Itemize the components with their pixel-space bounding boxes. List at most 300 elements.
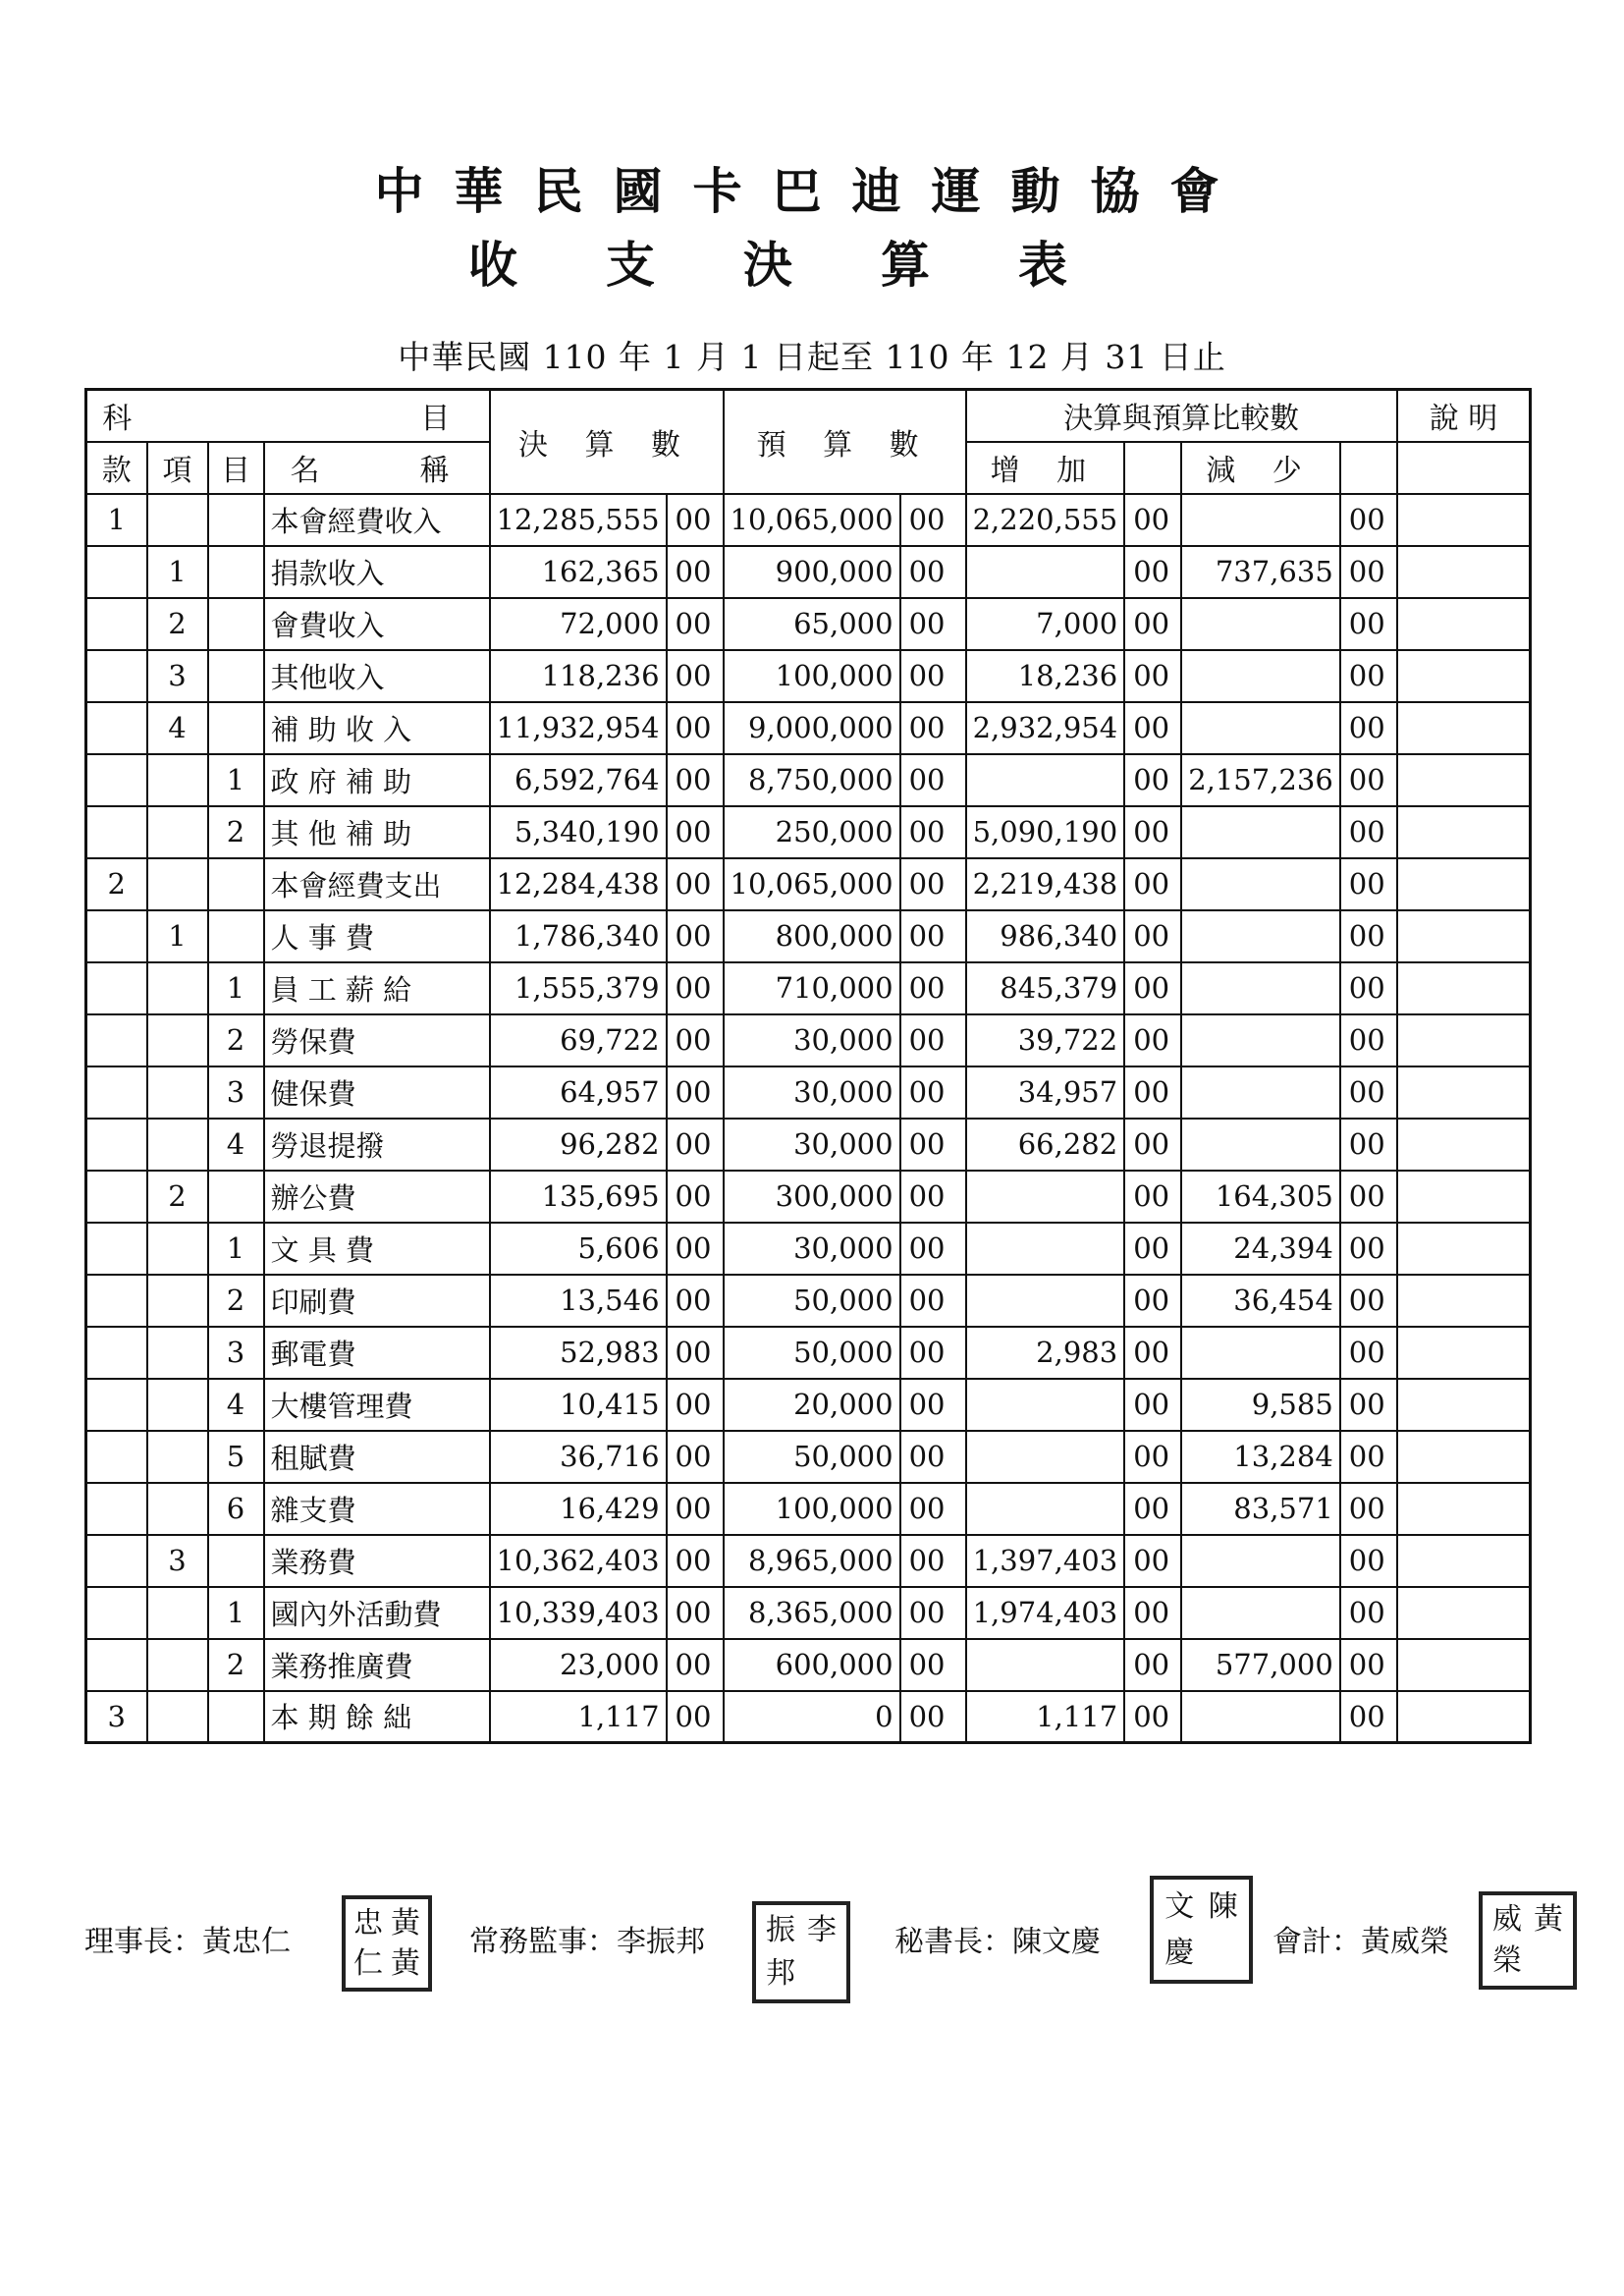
header-increase-cents [1124,442,1181,494]
budget-cents-cell: 00 [900,1014,966,1066]
mu-cell: 3 [208,1327,264,1379]
xiang-cell: 2 [147,1171,208,1223]
kuan-cell [86,1119,147,1171]
actual-cents-cell: 00 [667,1275,724,1327]
kuan-cell [86,1014,147,1066]
decrease-cents-cell: 00 [1340,1119,1397,1171]
budget-amount-cell: 50,000 [724,1275,900,1327]
budget-amount-cell: 50,000 [724,1431,900,1483]
seal-supervisor: 振 李 邦 [752,1901,850,2003]
decrease-amount-cell: 2,157,236 [1181,754,1340,806]
decrease-amount-cell: 577,000 [1181,1639,1340,1691]
mu-cell [208,650,264,702]
xiang-cell [147,858,208,910]
seal-secretary: 文 陳 慶 [1150,1876,1253,1984]
mu-cell [208,858,264,910]
item-name-cell: 文 具 費 [264,1223,490,1275]
increase-amount-cell [966,546,1125,598]
decrease-amount-cell [1181,858,1340,910]
actual-cents-cell: 00 [667,1535,724,1587]
budget-amount-cell: 600,000 [724,1639,900,1691]
actual-amount-cell: 11,932,954 [490,702,667,754]
kuan-cell [86,1327,147,1379]
decrease-cents-cell: 00 [1340,494,1397,546]
increase-cents-cell: 00 [1124,546,1181,598]
mu-cell: 1 [208,754,264,806]
kuan-cell [86,754,147,806]
header-decrease-cents [1340,442,1397,494]
header-row-1 [86,390,1531,442]
header-kuan: 款 [86,442,147,494]
item-name-cell: 政 府 補 助 [264,754,490,806]
decrease-cents-cell: 00 [1340,754,1397,806]
decrease-amount-cell [1181,650,1340,702]
budget-amount-cell: 10,065,000 [724,858,900,910]
actual-amount-cell: 10,415 [490,1379,667,1431]
table-row [86,1535,1531,1587]
item-name-cell: 業務費 [264,1535,490,1587]
actual-amount-cell: 6,592,764 [490,754,667,806]
table-row [86,1639,1531,1691]
decrease-cents-cell: 00 [1340,1379,1397,1431]
header-increase: 增 加 [966,442,1125,494]
budget-cents-cell: 00 [900,494,966,546]
budget-amount-cell: 10,065,000 [724,494,900,546]
actual-amount-cell: 72,000 [490,598,667,650]
increase-cents-cell: 00 [1124,1379,1181,1431]
header-note: 說 明 [1397,390,1531,442]
decrease-amount-cell: 164,305 [1181,1171,1340,1223]
xiang-cell: 3 [147,650,208,702]
note-cell [1397,1014,1531,1066]
decrease-amount-cell [1181,806,1340,858]
increase-cents-cell: 00 [1124,1223,1181,1275]
budget-cents-cell: 00 [900,1639,966,1691]
increase-amount-cell: 1,117 [966,1691,1125,1743]
decrease-amount-cell: 13,284 [1181,1431,1340,1483]
budget-amount-cell: 20,000 [724,1379,900,1431]
increase-cents-cell: 00 [1124,1483,1181,1535]
item-name-cell: 員 工 薪 給 [264,962,490,1014]
increase-amount-cell: 986,340 [966,910,1125,962]
increase-amount-cell: 66,282 [966,1119,1125,1171]
budget-amount-cell: 710,000 [724,962,900,1014]
actual-cents-cell: 00 [667,858,724,910]
note-cell [1397,1066,1531,1119]
xiang-cell: 4 [147,702,208,754]
budget-cents-cell: 00 [900,1223,966,1275]
increase-cents-cell: 00 [1124,1275,1181,1327]
signature-supervisor: 常務監事：李振邦 [469,1925,705,1959]
increase-cents-cell: 00 [1124,806,1181,858]
item-name-cell: 其他收入 [264,650,490,702]
actual-amount-cell: 10,362,403 [490,1535,667,1587]
budget-cents-cell: 00 [900,598,966,650]
budget-cents-cell: 00 [900,1327,966,1379]
increase-cents-cell: 00 [1124,598,1181,650]
decrease-cents-cell: 00 [1340,1327,1397,1379]
increase-cents-cell: 00 [1124,1639,1181,1691]
mu-cell [208,1535,264,1587]
xiang-cell: 1 [147,910,208,962]
note-cell [1397,1171,1531,1223]
increase-cents-cell: 00 [1124,858,1181,910]
mu-cell [208,1691,264,1743]
budget-amount-cell: 9,000,000 [724,702,900,754]
note-cell [1397,1431,1531,1483]
kuan-cell [86,1223,147,1275]
actual-cents-cell: 00 [667,962,724,1014]
budget-amount-cell: 8,750,000 [724,754,900,806]
decrease-amount-cell [1181,962,1340,1014]
decrease-cents-cell: 00 [1340,650,1397,702]
budget-cents-cell: 00 [900,1171,966,1223]
actual-cents-cell: 00 [667,702,724,754]
item-name-cell: 捐款收入 [264,546,490,598]
xiang-cell [147,1327,208,1379]
budget-cents-cell: 00 [900,858,966,910]
note-cell [1397,1327,1531,1379]
xiang-cell [147,754,208,806]
item-name-cell: 補 助 收 入 [264,702,490,754]
item-name-cell: 印刷費 [264,1275,490,1327]
note-cell [1397,546,1531,598]
decrease-amount-cell [1181,598,1340,650]
note-cell [1397,650,1531,702]
increase-cents-cell: 00 [1124,1431,1181,1483]
mu-cell: 2 [208,1639,264,1691]
budget-cents-cell: 00 [900,1483,966,1535]
increase-cents-cell: 00 [1124,494,1181,546]
increase-cents-cell: 00 [1124,1587,1181,1639]
decrease-cents-cell: 00 [1340,1535,1397,1587]
budget-cents-cell: 00 [900,1379,966,1431]
xiang-cell [147,962,208,1014]
decrease-cents-cell: 00 [1340,1483,1397,1535]
budget-cents-cell: 00 [900,1431,966,1483]
increase-cents-cell: 00 [1124,1171,1181,1223]
decrease-amount-cell [1181,1587,1340,1639]
table-row [86,806,1531,858]
actual-amount-cell: 16,429 [490,1483,667,1535]
increase-cents-cell: 00 [1124,1535,1181,1587]
table-row [86,1014,1531,1066]
mu-cell: 3 [208,1066,264,1119]
budget-cents-cell: 00 [900,546,966,598]
table-row [86,598,1531,650]
kuan-cell [86,1171,147,1223]
increase-amount-cell [966,1379,1125,1431]
document-title: 中華民國卡巴迪運動協會 [374,162,1250,220]
decrease-amount-cell [1181,1691,1340,1743]
increase-cents-cell: 00 [1124,1691,1181,1743]
actual-cents-cell: 00 [667,754,724,806]
decrease-cents-cell: 00 [1340,598,1397,650]
signature-chairman: 理事長：黃忠仁 [84,1925,291,1959]
table-row [86,1275,1531,1327]
mu-cell [208,598,264,650]
xiang-cell: 3 [147,1535,208,1587]
actual-amount-cell: 13,546 [490,1275,667,1327]
increase-amount-cell [966,1223,1125,1275]
decrease-cents-cell: 00 [1340,858,1397,910]
note-cell [1397,1483,1531,1535]
decrease-cents-cell: 00 [1340,1066,1397,1119]
actual-amount-cell: 5,340,190 [490,806,667,858]
decrease-cents-cell: 00 [1340,1171,1397,1223]
increase-cents-cell: 00 [1124,754,1181,806]
decrease-cents-cell: 00 [1340,962,1397,1014]
xiang-cell [147,1483,208,1535]
note-cell [1397,1275,1531,1327]
budget-cents-cell: 00 [900,702,966,754]
actual-cents-cell: 00 [667,1691,724,1743]
note-cell [1397,1119,1531,1171]
header-budget: 預 算 數 [724,390,966,494]
table-row [86,1223,1531,1275]
item-name-cell: 租賦費 [264,1431,490,1483]
seal-accountant: 威 黃 榮 [1479,1891,1577,1990]
kuan-cell: 1 [86,494,147,546]
table-row [86,1483,1531,1535]
table-row [86,1379,1531,1431]
ledger-body [86,494,1531,1743]
budget-amount-cell: 100,000 [724,650,900,702]
increase-amount-cell: 2,983 [966,1327,1125,1379]
actual-amount-cell: 52,983 [490,1327,667,1379]
actual-amount-cell: 162,365 [490,546,667,598]
signature-secretary: 秘書長：陳文慶 [894,1925,1101,1959]
decrease-amount-cell [1181,1066,1340,1119]
actual-amount-cell: 118,236 [490,650,667,702]
mu-cell: 4 [208,1119,264,1171]
actual-amount-cell: 12,284,438 [490,858,667,910]
reporting-period: 中華民國 110 年 1 月 1 日起至 110 年 12 月 31 日止 [398,338,1226,376]
item-name-cell: 本會經費收入 [264,494,490,546]
actual-amount-cell: 96,282 [490,1119,667,1171]
note-cell [1397,806,1531,858]
budget-cents-cell: 00 [900,1066,966,1119]
table-row [86,1066,1531,1119]
xiang-cell [147,1691,208,1743]
actual-amount-cell: 12,285,555 [490,494,667,546]
budget-amount-cell: 250,000 [724,806,900,858]
decrease-amount-cell [1181,1535,1340,1587]
decrease-cents-cell: 00 [1340,1275,1397,1327]
header-decrease: 減 少 [1181,442,1340,494]
kuan-cell [86,650,147,702]
actual-cents-cell: 00 [667,1587,724,1639]
decrease-amount-cell: 83,571 [1181,1483,1340,1535]
actual-amount-cell: 1,786,340 [490,910,667,962]
budget-cents-cell: 00 [900,1587,966,1639]
mu-cell [208,494,264,546]
increase-cents-cell: 00 [1124,962,1181,1014]
budget-cents-cell: 00 [900,1691,966,1743]
item-name-cell: 郵電費 [264,1327,490,1379]
kuan-cell [86,1275,147,1327]
actual-cents-cell: 00 [667,546,724,598]
kuan-cell [86,1535,147,1587]
mu-cell [208,1171,264,1223]
item-name-cell: 會費收入 [264,598,490,650]
budget-ledger-table [84,388,1532,1744]
actual-cents-cell: 00 [667,494,724,546]
kuan-cell [86,1431,147,1483]
budget-amount-cell: 65,000 [724,598,900,650]
xiang-cell: 2 [147,598,208,650]
decrease-cents-cell: 00 [1340,1587,1397,1639]
note-cell [1397,1587,1531,1639]
table-row [86,1171,1531,1223]
item-name-cell: 健保費 [264,1066,490,1119]
actual-amount-cell: 69,722 [490,1014,667,1066]
decrease-amount-cell [1181,1014,1340,1066]
mu-cell: 1 [208,1587,264,1639]
mu-cell: 6 [208,1483,264,1535]
note-cell [1397,962,1531,1014]
budget-cents-cell: 00 [900,650,966,702]
mu-cell [208,702,264,754]
header-comparison: 決算與預算比較數 [966,390,1397,442]
actual-amount-cell: 135,695 [490,1171,667,1223]
item-name-cell: 其 他 補 助 [264,806,490,858]
increase-amount-cell: 1,974,403 [966,1587,1125,1639]
item-name-cell: 辦公費 [264,1171,490,1223]
note-cell [1397,1691,1531,1743]
budget-amount-cell: 30,000 [724,1223,900,1275]
increase-amount-cell: 2,219,438 [966,858,1125,910]
header-note-blank [1397,442,1531,494]
note-cell [1397,754,1531,806]
xiang-cell [147,1014,208,1066]
item-name-cell: 本會經費支出 [264,858,490,910]
table-row [86,962,1531,1014]
actual-cents-cell: 00 [667,1014,724,1066]
kuan-cell [86,702,147,754]
increase-cents-cell: 00 [1124,1119,1181,1171]
note-cell [1397,1379,1531,1431]
increase-amount-cell: 845,379 [966,962,1125,1014]
budget-amount-cell: 0 [724,1691,900,1743]
document-subtitle: 收支決算表 [468,236,1156,294]
increase-amount-cell: 34,957 [966,1066,1125,1119]
note-cell [1397,598,1531,650]
increase-cents-cell: 00 [1124,1327,1181,1379]
table-row [86,910,1531,962]
table-row [86,1691,1531,1743]
budget-amount-cell: 300,000 [724,1171,900,1223]
kuan-cell [86,1639,147,1691]
decrease-cents-cell: 00 [1340,1014,1397,1066]
kuan-cell [86,1379,147,1431]
budget-amount-cell: 30,000 [724,1014,900,1066]
signature-block [84,1888,1597,2013]
header-name: 名 稱 [264,442,490,494]
budget-amount-cell: 100,000 [724,1483,900,1535]
xiang-cell [147,494,208,546]
budget-cents-cell: 00 [900,1535,966,1587]
decrease-amount-cell: 36,454 [1181,1275,1340,1327]
actual-cents-cell: 00 [667,1066,724,1119]
actual-cents-cell: 00 [667,806,724,858]
mu-cell: 2 [208,1014,264,1066]
decrease-amount-cell [1181,1327,1340,1379]
mu-cell [208,910,264,962]
kuan-cell [86,1483,147,1535]
actual-amount-cell: 64,957 [490,1066,667,1119]
mu-cell: 1 [208,962,264,1014]
mu-cell: 1 [208,1223,264,1275]
budget-amount-cell: 50,000 [724,1327,900,1379]
increase-amount-cell [966,1275,1125,1327]
mu-cell: 5 [208,1431,264,1483]
actual-amount-cell: 5,606 [490,1223,667,1275]
kuan-cell [86,962,147,1014]
decrease-cents-cell: 00 [1340,910,1397,962]
item-name-cell: 人 事 費 [264,910,490,962]
increase-cents-cell: 00 [1124,650,1181,702]
item-name-cell: 雜支費 [264,1483,490,1535]
budget-amount-cell: 900,000 [724,546,900,598]
actual-amount-cell: 1,555,379 [490,962,667,1014]
budget-amount-cell: 8,965,000 [724,1535,900,1587]
table-row [86,1431,1531,1483]
item-name-cell: 勞保費 [264,1014,490,1066]
mu-cell: 2 [208,1275,264,1327]
decrease-amount-cell [1181,910,1340,962]
increase-amount-cell [966,1483,1125,1535]
decrease-cents-cell: 00 [1340,806,1397,858]
decrease-cents-cell: 00 [1340,1639,1397,1691]
table-row [86,702,1531,754]
increase-amount-cell: 2,932,954 [966,702,1125,754]
budget-amount-cell: 30,000 [724,1119,900,1171]
budget-cents-cell: 00 [900,1119,966,1171]
item-name-cell: 勞退提撥 [264,1119,490,1171]
increase-amount-cell [966,754,1125,806]
increase-amount-cell: 7,000 [966,598,1125,650]
actual-cents-cell: 00 [667,1483,724,1535]
actual-amount-cell: 1,117 [490,1691,667,1743]
kuan-cell [86,546,147,598]
table-row [86,858,1531,910]
decrease-amount-cell: 24,394 [1181,1223,1340,1275]
mu-cell: 2 [208,806,264,858]
xiang-cell [147,1066,208,1119]
decrease-amount-cell [1181,1119,1340,1171]
budget-amount-cell: 30,000 [724,1066,900,1119]
increase-amount-cell: 1,397,403 [966,1535,1125,1587]
actual-amount-cell: 23,000 [490,1639,667,1691]
kuan-cell [86,1587,147,1639]
xiang-cell [147,1431,208,1483]
actual-amount-cell: 10,339,403 [490,1587,667,1639]
table-row [86,1587,1531,1639]
decrease-cents-cell: 00 [1340,546,1397,598]
budget-cents-cell: 00 [900,962,966,1014]
increase-cents-cell: 00 [1124,1014,1181,1066]
kuan-cell: 2 [86,858,147,910]
table-row [86,1119,1531,1171]
increase-amount-cell: 39,722 [966,1014,1125,1066]
header-mu: 目 [208,442,264,494]
actual-cents-cell: 00 [667,1327,724,1379]
xiang-cell [147,1639,208,1691]
note-cell [1397,858,1531,910]
budget-cents-cell: 00 [900,1275,966,1327]
actual-cents-cell: 00 [667,1431,724,1483]
